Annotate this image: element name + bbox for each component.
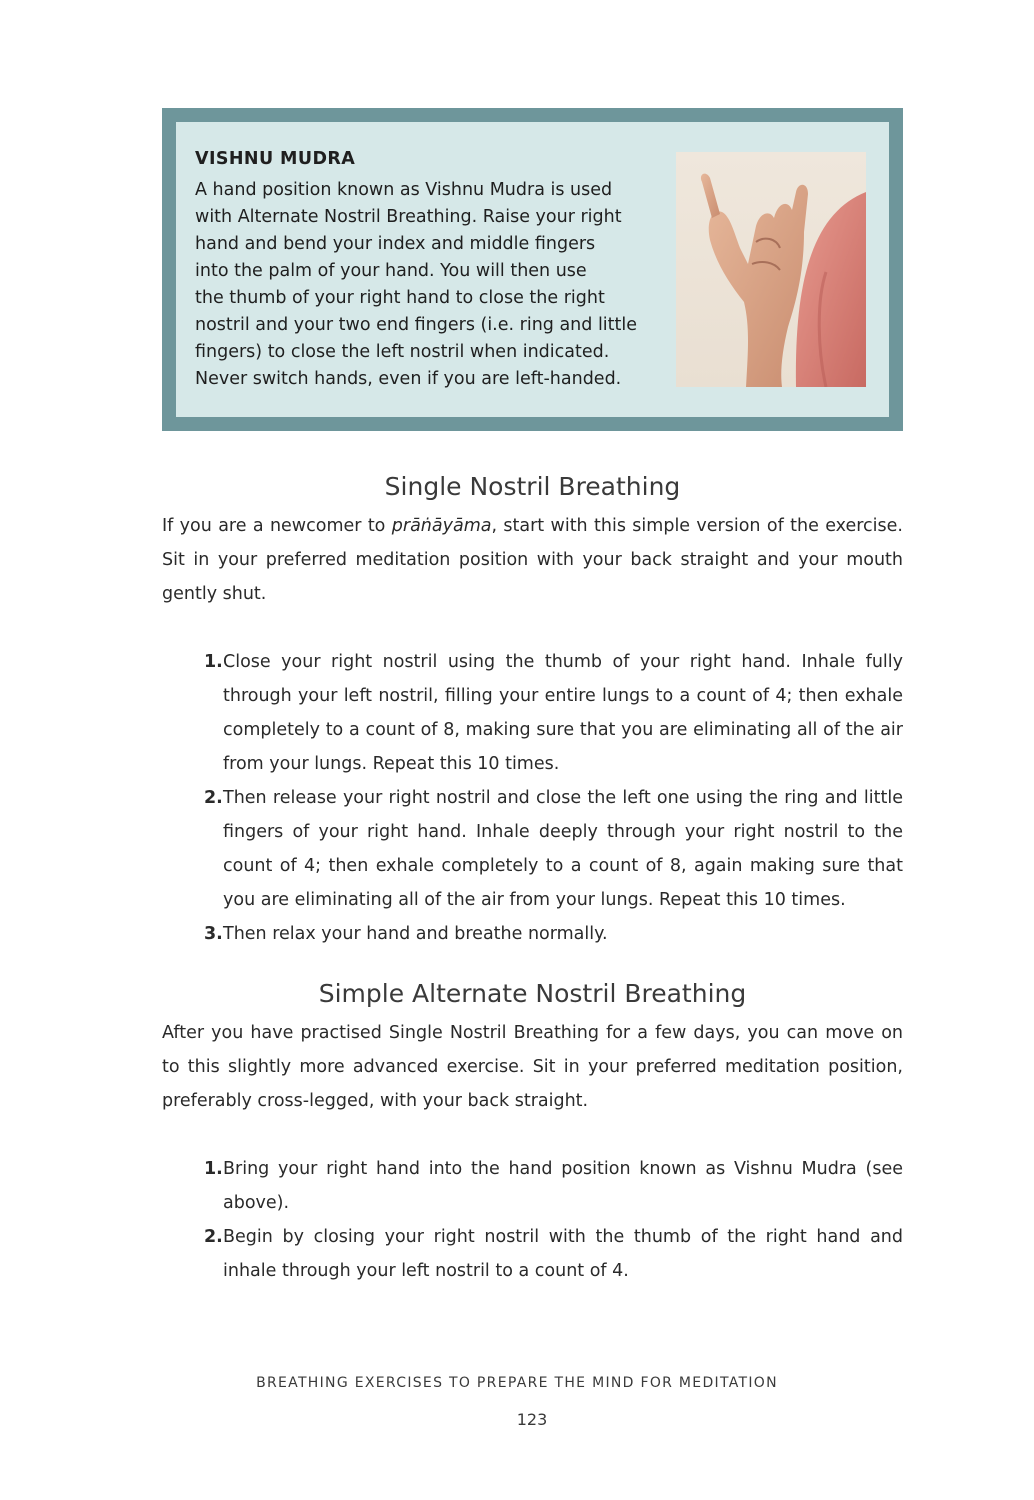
list-item xyxy=(200,1152,903,1220)
section2-steps xyxy=(200,1152,903,1288)
step-number: 2. xyxy=(204,788,223,808)
intro-text: If you are a newcomer to xyxy=(162,516,392,536)
pranayama-term: prāṅāyāma xyxy=(391,516,492,536)
list-item xyxy=(200,917,903,951)
sidebar-heading: VISHNU MUDRA xyxy=(195,149,356,169)
step-text: Then release your right nostril and close the left one using the ring and little fingers of your right hand. Inhale deeply through your right nostril to the count of 4; then exhale completely to a count of 8, again making sure that you are eliminating all of the air from your lungs. Repeat this 10 times. xyxy=(223,788,903,910)
step-text: Then relax your hand and breathe normally. xyxy=(223,924,608,944)
section-title-single-nostril: Single Nostril Breathing xyxy=(384,472,681,501)
section1-steps xyxy=(200,645,903,951)
step-number: 1. xyxy=(204,652,223,672)
sidebar-line: hand and bend your index and middle fingers xyxy=(195,234,596,254)
sidebar-line: the thumb of your right hand to close the right xyxy=(195,288,605,308)
sidebar-line: A hand position known as Vishnu Mudra is used xyxy=(195,180,613,200)
step-number: 1. xyxy=(204,1159,223,1179)
vishnu-mudra-sidebar xyxy=(162,108,903,431)
sidebar-line: into the palm of your hand. You will then use xyxy=(195,261,587,281)
step-text: Begin by closing your right nostril with the thumb of the right hand and inhale through your left nostril to a count of 4. xyxy=(223,1227,903,1281)
sidebar-line: nostril and your two end fingers (i.e. ring and little xyxy=(195,315,638,335)
running-footer: BREATHING EXERCISES TO PREPARE THE MIND FOR MEDITATION xyxy=(256,1375,778,1391)
section2-intro: After you have practised Single Nostril Breathing for a few days, you can move on to this slightly more advanced exercise. Sit in your preferred meditation position, preferably cross-legged, with your back straight. xyxy=(162,1023,903,1111)
list-item xyxy=(200,1220,903,1288)
section-title-alternate-nostril: Simple Alternate Nostril Breathing xyxy=(318,979,747,1008)
list-item xyxy=(200,645,903,781)
sidebar-panel xyxy=(176,122,889,417)
step-text: Bring your right hand into the hand position known as Vishnu Mudra (see above). xyxy=(223,1159,903,1213)
step-number: 2. xyxy=(204,1227,223,1247)
sidebar-line: Never switch hands, even if you are left-handed. xyxy=(195,369,622,389)
sidebar-text xyxy=(195,177,655,393)
intro-text: , start with this simple version of the exercise. Sit in your preferred meditation position with your back straight and your mouth gently shut. xyxy=(162,516,903,604)
sidebar-line: fingers) to close the left nostril when indicated. xyxy=(195,342,610,362)
vishnu-mudra-hand-photo xyxy=(676,152,866,387)
list-item xyxy=(200,781,903,917)
step-number: 3. xyxy=(204,924,223,944)
sidebar-line: with Alternate Nostril Breathing. Raise your right xyxy=(195,207,622,227)
section1-intro xyxy=(162,509,903,611)
page-number: 123 xyxy=(516,1410,548,1429)
step-text: Close your right nostril using the thumb of your right hand. Inhale fully through your left nostril, filling your entire lungs to a count of 4; then exhale completely to a count of 8, making sure that you are eliminating all of the air from your lungs. Repeat this 10 times. xyxy=(223,652,903,774)
